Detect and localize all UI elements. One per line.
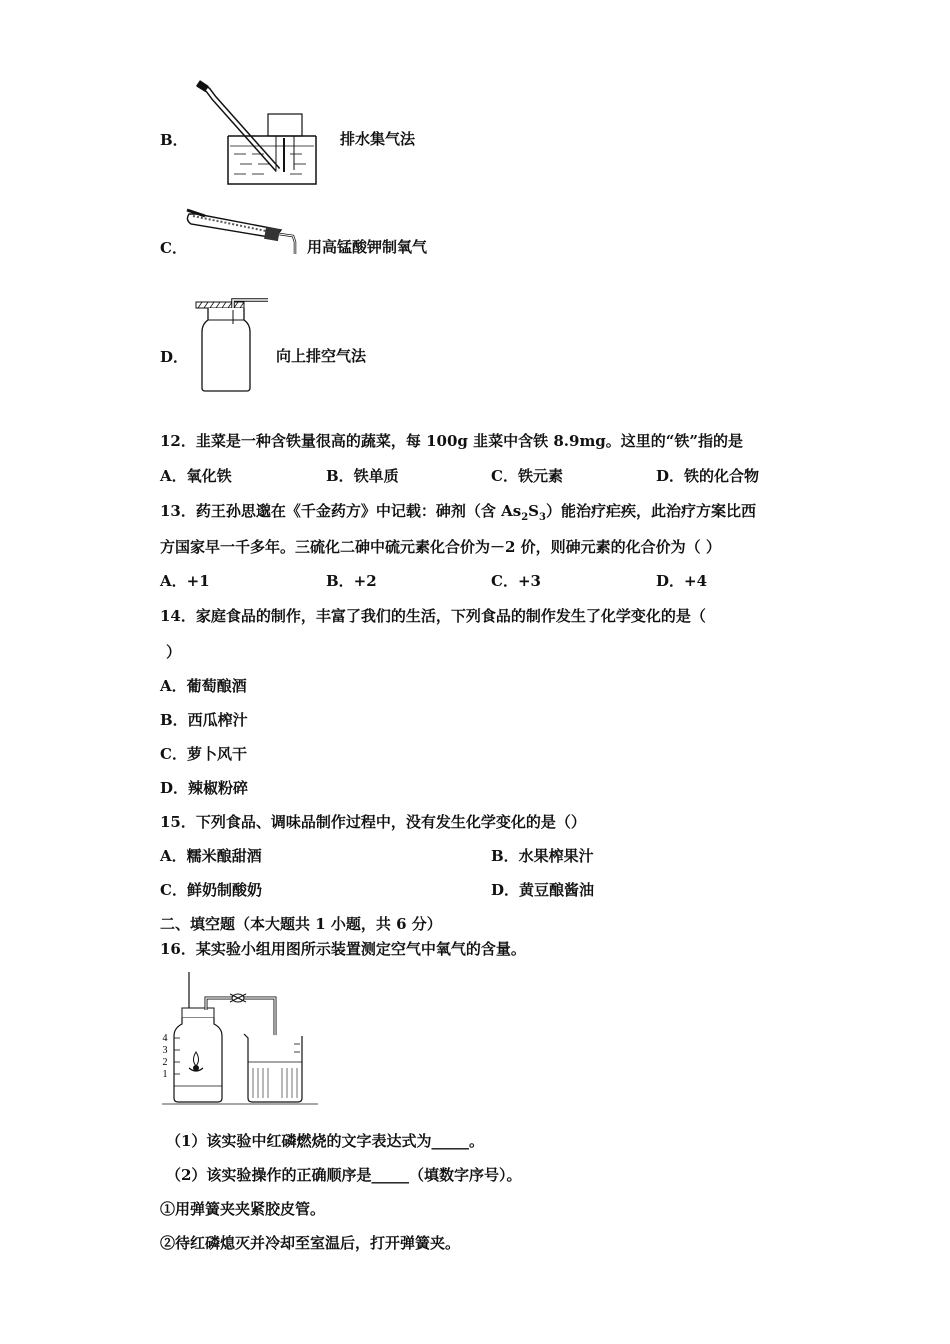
option-c-letter: C．	[160, 239, 187, 257]
q15-option-a: A．糯米酿甜酒	[160, 847, 262, 865]
q12-option-d: D．铁的化合物	[656, 467, 760, 485]
option-d-letter: D．	[160, 348, 189, 366]
option-d-caption: 向上排空气法	[276, 347, 367, 365]
q15-option-d: D．黄豆酿酱油	[491, 881, 595, 899]
q16-part1: （1）该实验中红磷燃烧的文字表达式为_____。	[166, 1132, 484, 1150]
q14-option-b: B．西瓜榨汁	[160, 711, 248, 729]
q12-option-c: C．铁元素	[491, 467, 563, 485]
q13-stem-line2: 方国家早一千多年。三硫化二砷中硫元素化合价为－2 价，则砷元素的化合价为（ ）	[160, 538, 721, 556]
q14-option-c: C．萝卜风干	[160, 745, 247, 763]
section-heading: 二、填空题（本大题共 1 小题，共 6 分）	[160, 915, 442, 933]
q15-option-c: C．鲜奶制酸奶	[160, 881, 262, 899]
q16-part2: （2）该实验操作的正确顺序是_____（填数字序号）。	[166, 1166, 522, 1184]
option-b-letter: B．	[160, 131, 188, 149]
q13-option-c: C．+3	[491, 572, 541, 590]
scale-mark-4: 4	[162, 1033, 168, 1044]
scale-mark-2: 2	[162, 1057, 168, 1068]
upward-air-displacement-figure	[190, 294, 275, 394]
q12-option-a: A．氧化铁	[160, 467, 232, 485]
option-c-caption: 用高锰酸钾制氧气	[307, 238, 428, 256]
q16-step2: ②待红磷熄灭并冷却至室温后，打开弹簧夹。	[160, 1234, 461, 1252]
q16-stem: 16．某实验小组用图所示装置测定空气中氧气的含量。	[160, 940, 526, 958]
q16-step1: ①用弹簧夹夹紧胶皮管。	[160, 1200, 326, 1218]
q15-option-b: B．水果榨果汁	[491, 847, 594, 865]
test-tube-heating-figure	[185, 208, 305, 256]
scale-mark-1: 1	[162, 1069, 168, 1080]
q12-option-b: B．铁单质	[326, 467, 399, 485]
q13-option-b: B．+2	[326, 572, 377, 590]
q13-option-a: A．+1	[160, 572, 210, 590]
option-b-caption: 排水集气法	[340, 130, 416, 148]
q13-stem-line1: 13．药王孙思邈在《千金药方》中记载：砷剂（含 $As_2S_3$）能治疗疟疾，此治疗方案比西	[160, 502, 756, 523]
q15-stem: 15．下列食品、调味品制作过程中，没有发生化学变化的是（）	[160, 813, 586, 831]
oxygen-measurement-apparatus-figure	[160, 968, 320, 1108]
q14-option-d: D．辣椒粉碎	[160, 779, 249, 797]
q14-stem-line1: 14．家庭食品的制作，丰富了我们的生活，下列食品的制作发生了化学变化的是（	[160, 607, 706, 625]
q13-option-d: D．+4	[656, 572, 708, 590]
scale-mark-3: 3	[162, 1045, 168, 1056]
q12-stem: 12．韭菜是一种含铁量很高的蔬菜，每 100g 韭菜中含铁 8.9mg。这里的“铁”指的是	[160, 432, 744, 450]
water-collection-apparatus-figure	[190, 78, 330, 190]
q14-option-a: A．葡萄酿酒	[160, 677, 247, 695]
q14-stem-line2: ）	[166, 643, 182, 661]
